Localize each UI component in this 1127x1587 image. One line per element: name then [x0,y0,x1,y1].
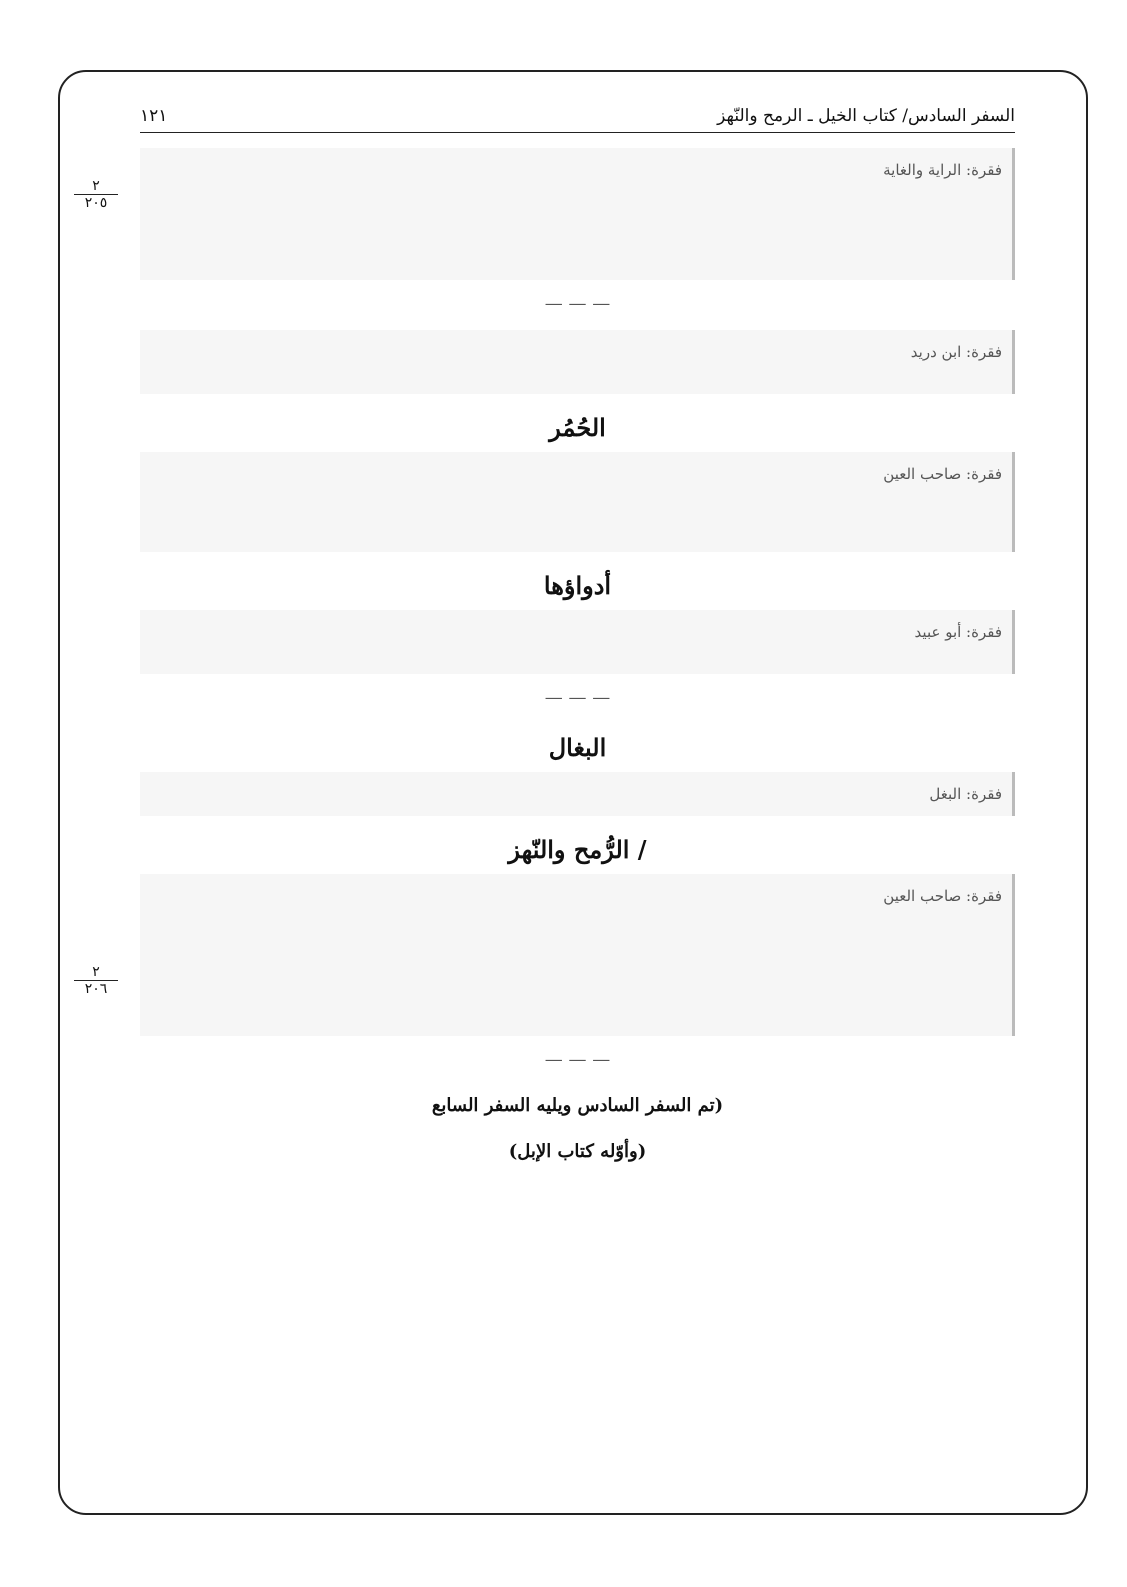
running-title: السفر السادس/ كتاب الخيل ـ الرمح والنّهز [717,106,1015,126]
margin-page-marker: ٢ ٢٠٦ [74,964,118,997]
verse-line: — — — [544,1049,611,1070]
text-block: فقرة: البغل [140,772,1015,816]
section-heading: أدواؤها [543,571,612,600]
section-heading: / الرُّمح والنّهز [508,835,647,864]
colophon-line: (تم السفر السادس ويليه السفر السابع [431,1095,724,1116]
margin-page-marker: ٢ ٢٠٥ [74,178,118,211]
verse-line: — — — [544,293,611,314]
section-heading: البغال [548,733,607,762]
text-block: فقرة: صاحب العين [140,874,1015,1036]
colophon-line: (وأوّله كتاب الإبل) [508,1141,647,1162]
text-block: فقرة: ابن دريد [140,330,1015,394]
section-heading: الحُمُر [549,413,606,442]
text-block: فقرة: صاحب العين [140,452,1015,552]
page-body [140,148,1015,1172]
running-header [140,86,1015,133]
verse-line: — — — [544,687,611,708]
text-block: فقرة: الراية والغاية [140,148,1015,280]
page-number: ١٢١ [140,106,168,126]
text-block: فقرة: أبو عبيد [140,610,1015,674]
